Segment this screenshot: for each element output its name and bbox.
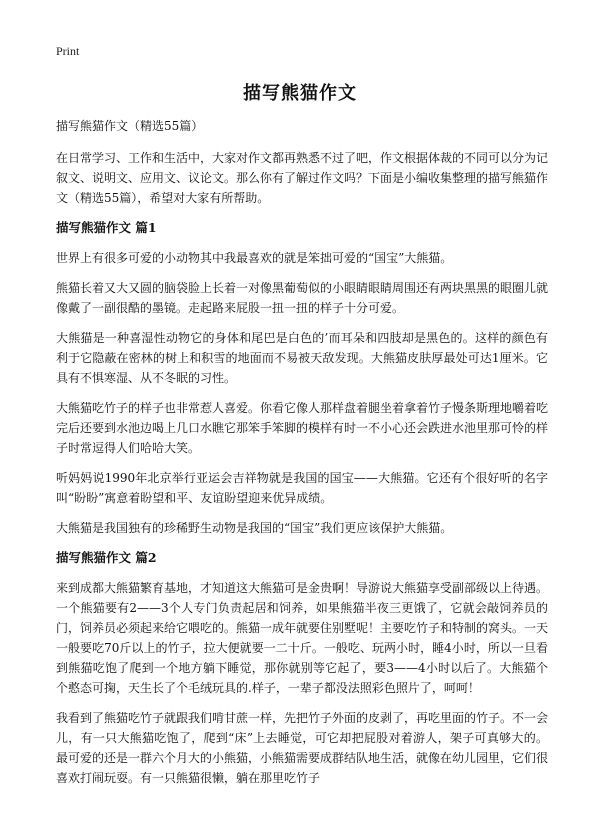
document-title: 描写熊猫作文 <box>243 83 357 104</box>
document-subtitle: 描写熊猫作文（精选55篇） <box>56 119 204 133</box>
section-2-paragraph-1: 来到成都大熊猫繁育基地，才知道这大熊猫可是金贵啊！导游说大熊猫享受副部级以上待遇。一个熊猫要有2——3个人专门负责起居和饲养，如果熊猫半夜三更饿了，它就会敲饲养员的门，饲养员必须起来给它喂吃的。熊猫一成年就要住别墅呢！主要吃竹子和特制的窝头。一天一般要吃70斤以上的竹子，拉大便就要一二十斤。一般吃、玩两小时，睡4小时，所以一旦看到熊猫吃饱了爬到一个地方躺下睡觉，那你就别等它起了，要3——4小时以后了。大熊猫个个憨态可掬，天生长了个毛绒玩具的.样子，一辈子都没法照彩色照片了，呵呵！ <box>56 581 549 695</box>
section-1-paragraph-2: 熊猫长着又大又圆的脑袋脸上长着一对像黑葡萄似的小眼睛眼睛周围还有两块黑黑的眼圈儿就像戴了一副很酷的墨镜。走起路来屁股一扭一扭的样子十分可爱。 <box>56 281 549 315</box>
print-link[interactable]: Print <box>56 44 80 58</box>
section-heading-2: 描写熊猫作文 篇2 <box>56 550 157 565</box>
intro-paragraph: 在日常学习、工作和生活中，大家对作文都再熟悉不过了吧，作文根据体裁的不同可以分为记叙文、说明文、应用文、议论文。那么你有了解过作文吗？下面是小编收集整理的描写熊猫作文（精选55篇），希望对大家有所帮助。 <box>56 151 549 205</box>
section-1-paragraph-1: 世界上有很多可爱的小动物其中我最喜欢的就是笨拙可爱的“国宝”大熊猫。 <box>56 251 453 265</box>
section-2-paragraph-2: 我看到了熊猫吃竹子就跟我们啃甘蔗一样，先把竹子外面的皮剥了，再吃里面的竹子。不一会儿，有一只大熊猫吃饱了，爬到“床”上去睡觉，可它却把屁股对着游人，架子可真够大的。最可爱的还是一群六个月大的小熊猫，小熊猫需要成群结队地生活，就像在幼儿园里，它们很喜欢打闹玩耍。有一只熊猫很懒，躺在那里吃竹子 <box>56 711 549 785</box>
document-body <box>56 116 548 798</box>
section-1-paragraph-6: 大熊猫是我国独有的珍稀野生动物是我国的“国宝”我们更应该保护大熊猫。 <box>56 521 453 535</box>
section-1-paragraph-3: 大熊猫是一种喜湿性动物它的身体和尾巴是白色的’而耳朵和四肢却是黑色的。这样的颜色有利于它隐蔽在密林的树上和积雪的地面而不易被天敌发现。大熊猫皮肤厚最处可达1厘米。它具有不惧寒湿、从不冬眠的习性。 <box>56 331 548 385</box>
section-heading-1: 描写熊猫作文 篇1 <box>56 220 157 235</box>
section-1-paragraph-4: 大熊猫吃竹子的样子也非常惹人喜爱。你看它像人那样盘着腿坐着拿着竹子慢条斯理地嚼着吃完后还要到水池边喝上几口水瞧它那笨手笨脚的模样有时一不小心还会跌进水池里那可怜的样子时常逗得人们哈哈大笑。 <box>56 401 549 455</box>
section-1-paragraph-5: 听妈妈说1990年北京举行亚运会吉祥物就是我国的国宝——大熊猫。它还有个很好听的名字叫“盼盼”寓意着盼望和平、友谊盼望迎来优异成绩。 <box>56 471 548 505</box>
